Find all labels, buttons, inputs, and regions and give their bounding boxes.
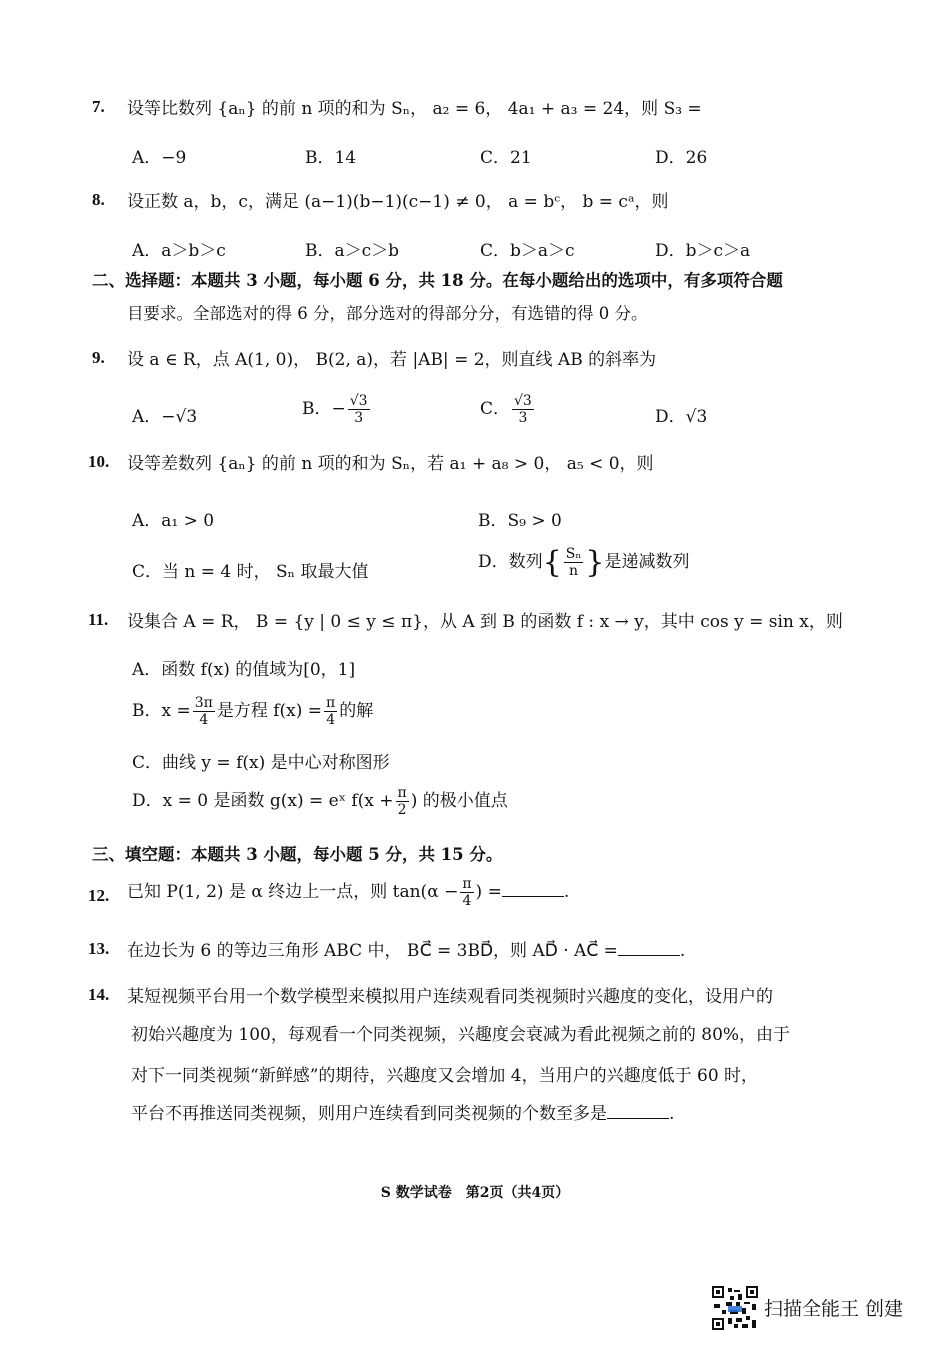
q10-option-b: B．S₉ > 0 bbox=[478, 511, 562, 531]
section-2-instructions: 目要求。全部选对的得 6 分，部分选对的得部分分，有选错的得 0 分。 bbox=[127, 304, 648, 323]
q11-option-b-fraction1-denominator: 4 bbox=[199, 712, 209, 728]
q11-number: 11. bbox=[88, 610, 109, 629]
q10-option-d-prefix: D．数列 bbox=[478, 552, 543, 572]
q11-option-d-denominator: 2 bbox=[397, 802, 407, 818]
q11-option-b-fraction2-denominator: 4 bbox=[326, 712, 336, 728]
q9-option-c-denominator: 3 bbox=[518, 410, 528, 426]
q10-option-c: C．当 n = 4 时， Sₙ 取最大值 bbox=[132, 562, 369, 582]
q8-stem: 设正数 a，b，c，满足 (a−1)(b−1)(c−1) ≠ 0， a = bᶜ， b = cᵃ，则 bbox=[127, 192, 669, 212]
left-brace-symbol: { bbox=[542, 545, 562, 580]
q7-option-c: C．21 bbox=[480, 148, 532, 168]
q11-option-b-part3: 的解 bbox=[339, 701, 374, 721]
q12-number: 12. bbox=[88, 886, 110, 905]
q12-part2: ) = bbox=[475, 882, 502, 902]
q9-option-a: A．−√3 bbox=[132, 407, 198, 427]
q14-answer-blank[interactable] bbox=[607, 1104, 669, 1119]
q11-option-a: A．函数 f(x) 的值域为[0，1] bbox=[132, 660, 356, 680]
q10-option-d-fraction bbox=[564, 546, 584, 579]
q9-option-d: D．√3 bbox=[655, 407, 708, 427]
q7-number: 7. bbox=[92, 97, 105, 116]
q8-number: 8. bbox=[92, 190, 105, 209]
q10-option-d-denominator: n bbox=[569, 563, 579, 579]
section-3-heading: 三、填空题：本题共 3 小题，每小题 5 分，共 15 分。 bbox=[92, 845, 503, 864]
q10-option-a: A．a₁ > 0 bbox=[132, 511, 215, 531]
q12-end: . bbox=[563, 882, 570, 902]
q9-option-b bbox=[302, 393, 372, 426]
q11-option-b bbox=[132, 695, 373, 728]
q11-option-d bbox=[132, 785, 508, 818]
q14-line-3: 对下一同类视频“新鲜感”的期待，兴趣度又会增加 4，当用户的兴趣度低于 60 时， bbox=[131, 1066, 759, 1086]
q14-line-4-container bbox=[131, 1102, 674, 1126]
q13-number: 13. bbox=[88, 939, 110, 958]
qr-code-icon bbox=[712, 1286, 758, 1330]
q12-stem bbox=[127, 876, 569, 909]
q9-option-c bbox=[480, 393, 536, 426]
q7-option-a: A．−9 bbox=[132, 148, 187, 168]
q13-end: . bbox=[679, 941, 686, 961]
q7-option-d: D．26 bbox=[655, 148, 708, 168]
q14-end: . bbox=[669, 1104, 675, 1124]
q8-option-d: D．b＞c＞a bbox=[655, 241, 751, 261]
q10-number: 10. bbox=[88, 452, 110, 471]
q13-answer-blank[interactable] bbox=[618, 941, 680, 956]
q10-stem: 设等差数列 {aₙ} 的前 n 项的和为 Sₙ，若 a₁ + a₈ > 0， a₅ < 0，则 bbox=[127, 454, 654, 474]
q11-option-b-fraction2 bbox=[324, 695, 337, 728]
q14-line-2: 初始兴趣度为 100，每观看一个同类视频，兴趣度会衰减为看此视频之前的 80%，由于 bbox=[131, 1025, 791, 1045]
q13-stem: 在边长为 6 的等边三角形 ABC 中， BC⃗ = 3BD⃗，则 AD⃗ · AC⃗ = bbox=[127, 941, 618, 961]
q12-answer-blank[interactable] bbox=[502, 882, 564, 897]
q14-line-4: 平台不再推送同类视频，则用户连续看到同类视频的个数至多是 bbox=[131, 1104, 607, 1124]
q8-option-a: A．a＞b＞c bbox=[132, 241, 226, 261]
scanner-watermark-text: 扫描全能王 创建 bbox=[764, 1298, 904, 1320]
q8-option-c: C．b＞a＞c bbox=[480, 241, 575, 261]
q11-option-b-part2: 是方程 f(x) = bbox=[216, 701, 323, 721]
q11-option-d-numerator: π bbox=[397, 785, 407, 801]
q10-option-d-numerator: Sₙ bbox=[565, 546, 582, 562]
q9-option-b-numerator: √3 bbox=[349, 393, 368, 409]
q11-option-b-fraction2-numerator: π bbox=[326, 695, 336, 711]
section-2-heading: 二、选择题：本题共 3 小题，每小题 6 分，共 18 分。在每小题给出的选项中，有多项符合题 bbox=[92, 271, 783, 290]
q11-option-b-part1: B．x = bbox=[132, 701, 191, 721]
q11-option-b-fraction1-numerator: 3π bbox=[194, 695, 213, 711]
q9-option-c-numerator: √3 bbox=[514, 393, 532, 409]
q9-option-c-prefix: C． bbox=[480, 399, 511, 419]
page-footer: S 数学试卷 第2页（共4页） bbox=[380, 1185, 570, 1201]
q9-option-b-fraction bbox=[348, 393, 370, 426]
q11-option-d-fraction bbox=[396, 785, 409, 818]
q9-option-b-prefix: B．− bbox=[302, 399, 346, 419]
q12-part1: 已知 P(1, 2) 是 α 终边上一点，则 tan(α − bbox=[127, 882, 459, 902]
q8-option-b: B．a＞c＞b bbox=[305, 241, 400, 261]
q11-option-b-fraction1 bbox=[193, 695, 215, 728]
right-brace-symbol: } bbox=[585, 545, 605, 580]
q9-number: 9. bbox=[92, 348, 105, 367]
q7-stem: 设等比数列 {aₙ} 的前 n 项的和为 Sₙ， a₂ = 6， 4a₁ + a₃ = 24，则 S₃ = bbox=[127, 99, 702, 119]
q11-option-c: C．曲线 y = f(x) 是中心对称图形 bbox=[132, 753, 390, 773]
q13-line bbox=[127, 939, 685, 963]
q11-stem: 设集合 A = R， B = {y | 0 ≤ y ≤ π}，从 A 到 B 的函数 f : x → y，其中 cos y = sin x，则 bbox=[127, 612, 843, 632]
q9-option-b-denominator: 3 bbox=[354, 410, 364, 426]
q9-stem: 设 a ∈ R，点 A(1, 0)， B(2, a)，若 |AB| = 2，则直线 AB 的斜率为 bbox=[127, 350, 657, 370]
q12-denominator: 4 bbox=[462, 893, 472, 909]
q10-option-d bbox=[478, 545, 689, 580]
q11-option-d-part1: D．x = 0 是函数 g(x) = eˣ f(x + bbox=[132, 791, 394, 811]
q14-number: 14. bbox=[88, 985, 110, 1004]
q12-numerator: π bbox=[462, 876, 472, 892]
q12-fraction bbox=[460, 876, 473, 909]
q9-option-c-fraction bbox=[512, 393, 534, 426]
q11-option-d-part2: ) 的极小值点 bbox=[410, 791, 508, 811]
q7-option-b: B．14 bbox=[305, 148, 357, 168]
q10-option-d-suffix: 是递减数列 bbox=[604, 552, 690, 572]
q14-line-1: 某短视频平台用一个数学模型来模拟用户连续观看同类视频时兴趣度的变化，设用户的 bbox=[127, 987, 773, 1007]
